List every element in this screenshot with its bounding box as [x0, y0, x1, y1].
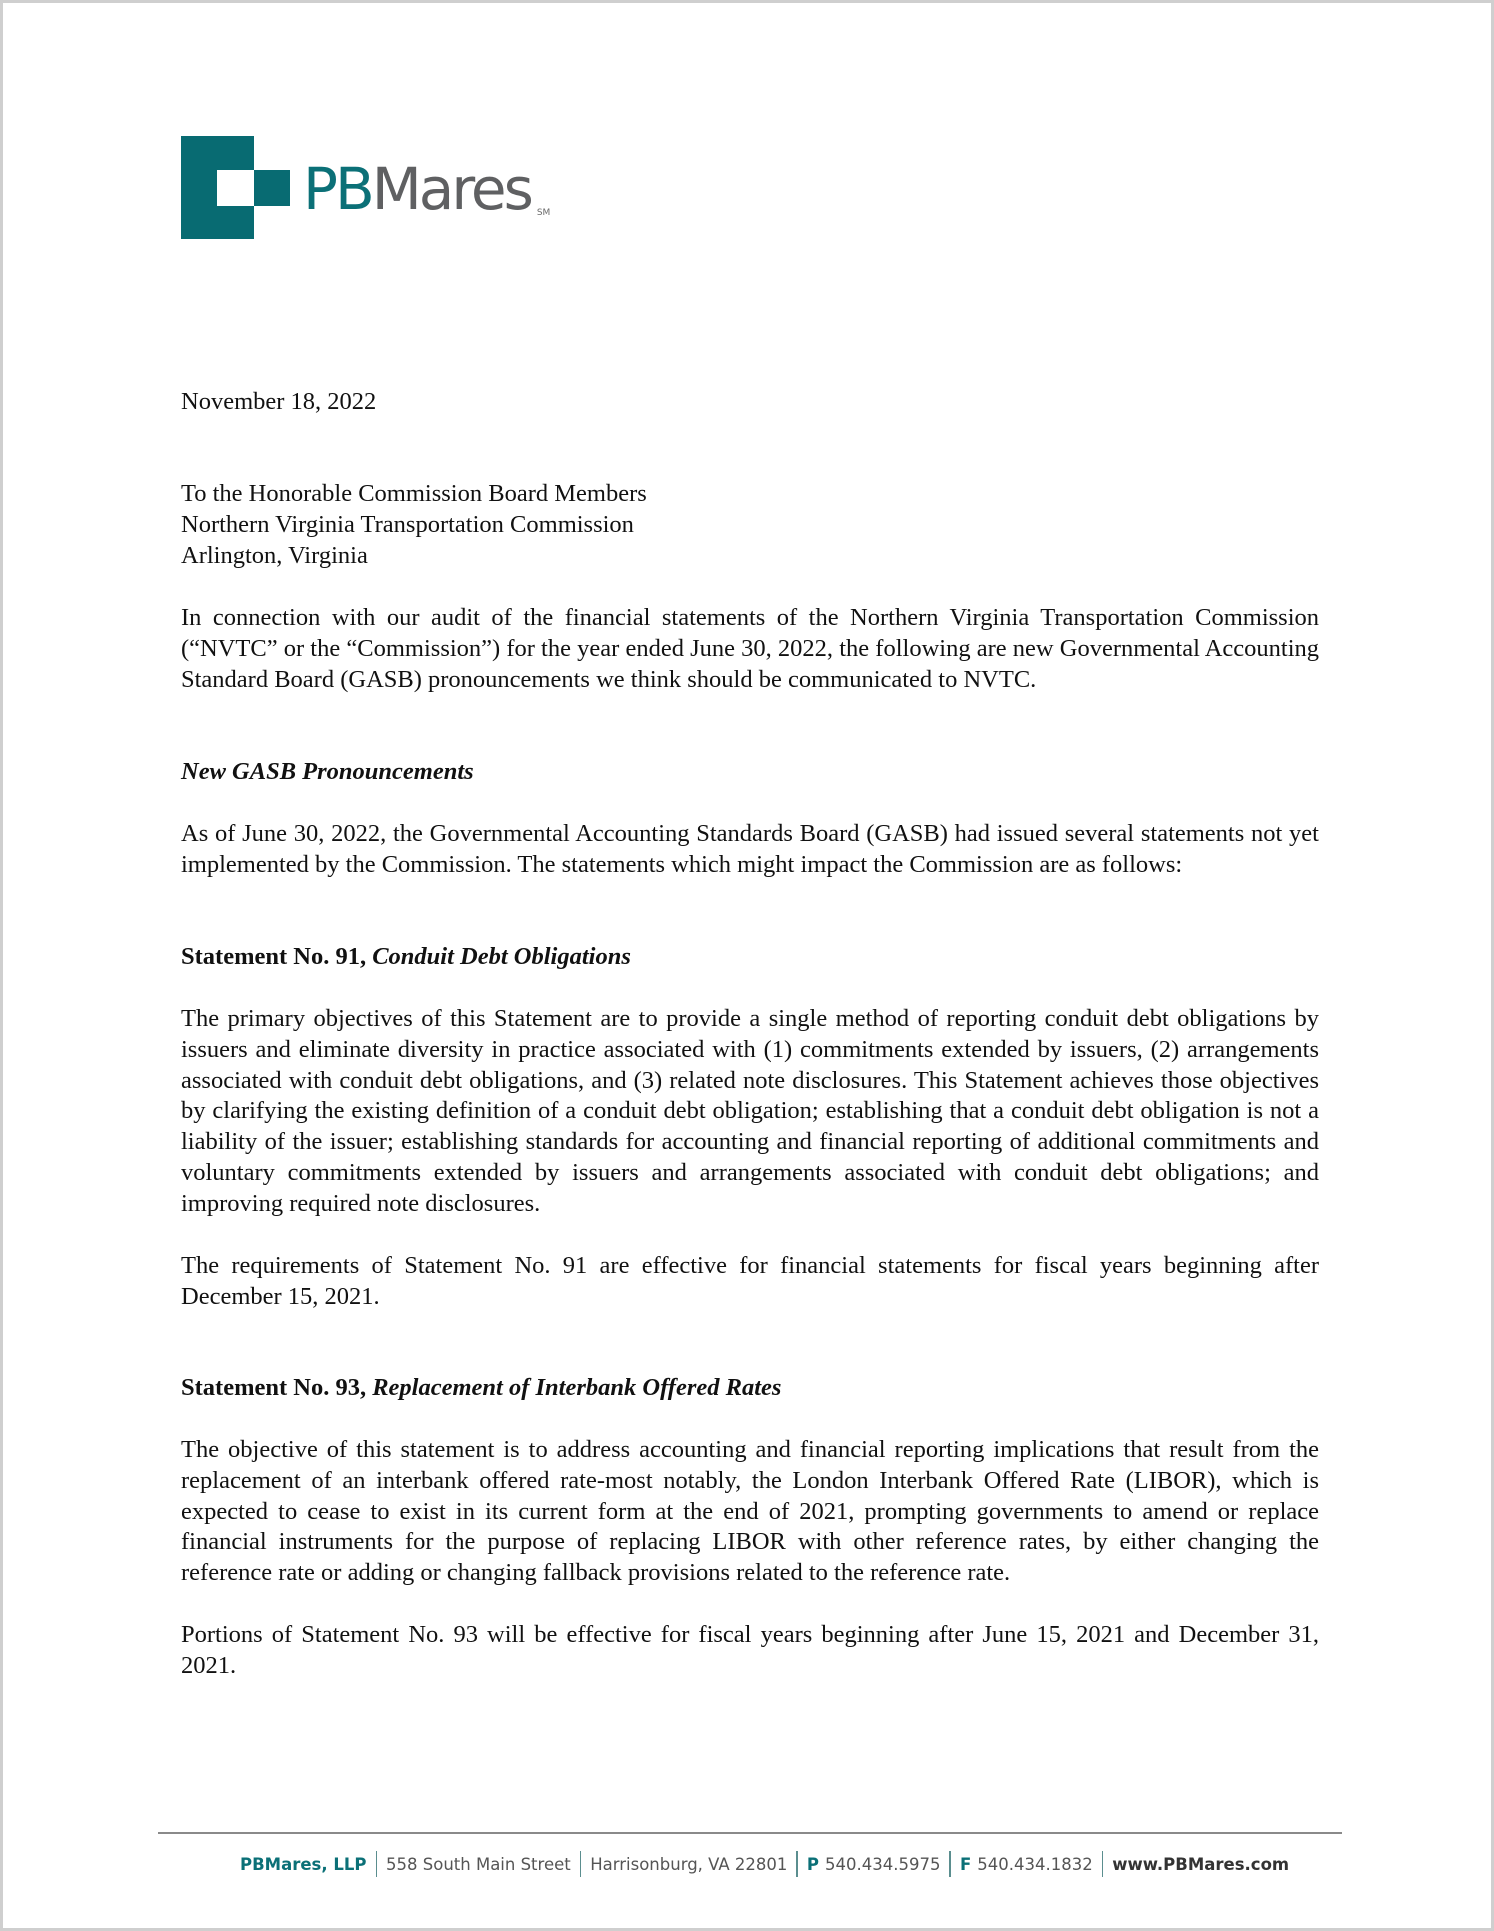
footer-separator — [796, 1851, 798, 1877]
logo-mark-icon — [181, 136, 291, 240]
recipient-line: Northern Virginia Transportation Commission — [181, 510, 634, 538]
footer-separator — [376, 1851, 378, 1877]
statement-91-paragraph: The primary objectives of this Statement are to provide a single method of reporting conduit debt obligations by issuers and eliminate diversity in practice associated with (1) commitments extended by issuers, (2) arrangements associated with conduit debt obligations, and (3) related note disclosures. This Statement achieves those objectives by clarifying the existing definition of a conduit debt obligation; establishing that a conduit debt obligation is not a liability of the issuer; establishing standards for accounting and financial reporting of additional commitments and voluntary commitments extended by issuers and arrangements associated with conduit debt obligations; and improving required note disclosures. — [181, 1005, 1319, 1217]
recipient-line: Arlington, Virginia — [181, 541, 368, 569]
statement-93-paragraph: The objective of this statement is to address accounting and financial reporting implications that result from the replacement of an interbank offered rate-most notably, the London Interbank Offered Rate (LIBOR), which is expected to cease to exist in its current form at the end of 2021, prompting governments to amend or replace financial instruments for the purpose of replacing LIBOR with other reference rates, by either changing the reference rate or adding or changing fallback provisions related to the reference rate. — [181, 1436, 1319, 1587]
statement-93-heading — [181, 1373, 1319, 1404]
footer-website-link[interactable]: www.PBMares.com — [1112, 1854, 1290, 1874]
footer-city: Harrisonburg, VA 22801 — [590, 1854, 788, 1874]
service-mark: SM — [536, 208, 551, 218]
statement-number: Statement No. 91, — [181, 943, 367, 970]
logo-text-mares: Mares — [371, 155, 531, 223]
statement-number: Statement No. 93, — [181, 1374, 367, 1401]
recipient-line: To the Honorable Commission Board Members — [181, 480, 647, 507]
footer-firm-name: PBMares, LLP — [240, 1854, 367, 1874]
fax-label: F — [959, 1854, 972, 1874]
letterhead-footer — [240, 1851, 1289, 1877]
footer-fax: 540.434.1832 — [977, 1854, 1093, 1874]
recipient-block — [181, 479, 1319, 571]
footer-separator — [949, 1851, 951, 1877]
statement-title: Conduit Debt Obligations — [372, 943, 631, 970]
intro-paragraph: In connection with our audit of the financial statements of the Northern Virginia Transportation Commission (“NVTC” or the “Commission”) for the year ended June 30, 2022, the following are new Governmental Accounting Standard Board (GASB) pronouncements we think should be communicated to NVTC. — [181, 604, 1319, 693]
footer-phone: 540.434.5975 — [825, 1854, 941, 1874]
section-intro-paragraph: As of June 30, 2022, the Governmental Accounting Standards Board (GASB) had issued several statements not yet implemented by the Commission. The statements which might impact the Commission are as follows: — [181, 820, 1319, 878]
footer-divider — [158, 1832, 1342, 1834]
footer-separator — [1102, 1851, 1104, 1877]
statement-91-effective-paragraph: The requirements of Statement No. 91 are effective for financial statements for fiscal years beginning after December 15, 2021. — [181, 1252, 1319, 1310]
statement-93-effective-paragraph: Portions of Statement No. 93 will be effective for fiscal years beginning after June 15, 2021 and December 31, 2021. — [181, 1621, 1319, 1679]
footer-street: 558 South Main Street — [386, 1854, 571, 1874]
section-heading: New GASB Pronouncements — [181, 758, 474, 785]
phone-label: P — [806, 1854, 819, 1874]
statement-91-heading — [181, 942, 1319, 973]
letter-date: November 18, 2022 — [181, 388, 377, 415]
pbmares-logo — [181, 136, 581, 246]
logo-text-pb: PB — [303, 155, 372, 223]
statement-title: Replacement of Interbank Offered Rates — [372, 1374, 782, 1401]
logo-wordmark — [303, 154, 550, 248]
footer-separator — [580, 1851, 582, 1877]
